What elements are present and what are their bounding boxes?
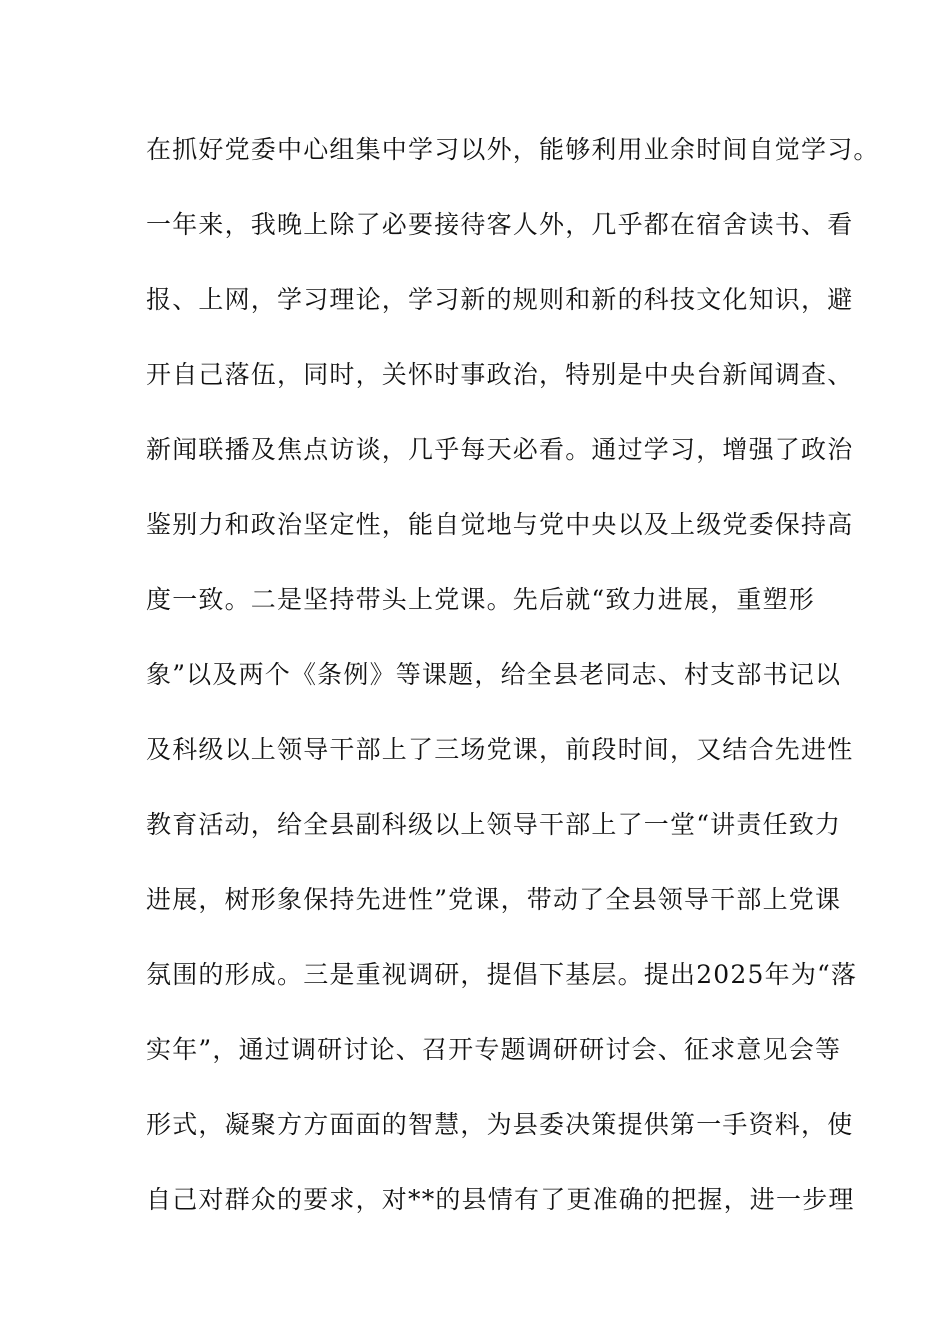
text-line: 在抓好党委中心组集中学习以外，能够利用业余时间自觉学习。: [146, 135, 880, 164]
text-line: 自己对群众的要求，对**的县情有了更准确的把握，进一步理: [146, 1185, 855, 1214]
text-line: 及科级以上领导干部上了三场党课，前段时间，又结合先进性: [146, 735, 854, 764]
text-line: 氛围的形成。三是重视调研，提倡下基层。提出2025年为“落: [146, 960, 858, 989]
body-text: [146, 126, 880, 1251]
text-line: 教育活动，给全县副科级以上领导干部上了一堂“讲责任致力: [146, 810, 842, 839]
text-line: 形式，凝聚方方面面的智慧，为县委决策提供第一手资料，使: [146, 1110, 854, 1139]
text-line: 新闻联播及焦点访谈，几乎每天必看。通过学习，增强了政治: [146, 435, 854, 464]
text-line: 度一致。二是坚持带头上党课。先后就“致力进展，重塑形: [146, 585, 815, 614]
text-line: 象”以及两个《条例》等课题，给全县老同志、村支部书记以: [146, 660, 842, 689]
text-line: 一年来，我晚上除了必要接待客人外，几乎都在宿舍读书、看: [146, 210, 854, 239]
text-line: 鉴别力和政治坚定性，能自觉地与党中央以及上级党委保持高: [146, 510, 854, 539]
text-line: 进展，树形象保持先进性”党课，带动了全县领导干部上党课: [146, 885, 842, 914]
text-line: 开自己落伍，同时，关怀时事政治，特别是中央台新闻调查、: [146, 360, 854, 389]
text-line: 实年”，通过调研讨论、召开专题调研研讨会、征求意见会等: [146, 1035, 842, 1064]
text-line: 报、上网，学习理论，学习新的规则和新的科技文化知识，避: [146, 285, 854, 314]
